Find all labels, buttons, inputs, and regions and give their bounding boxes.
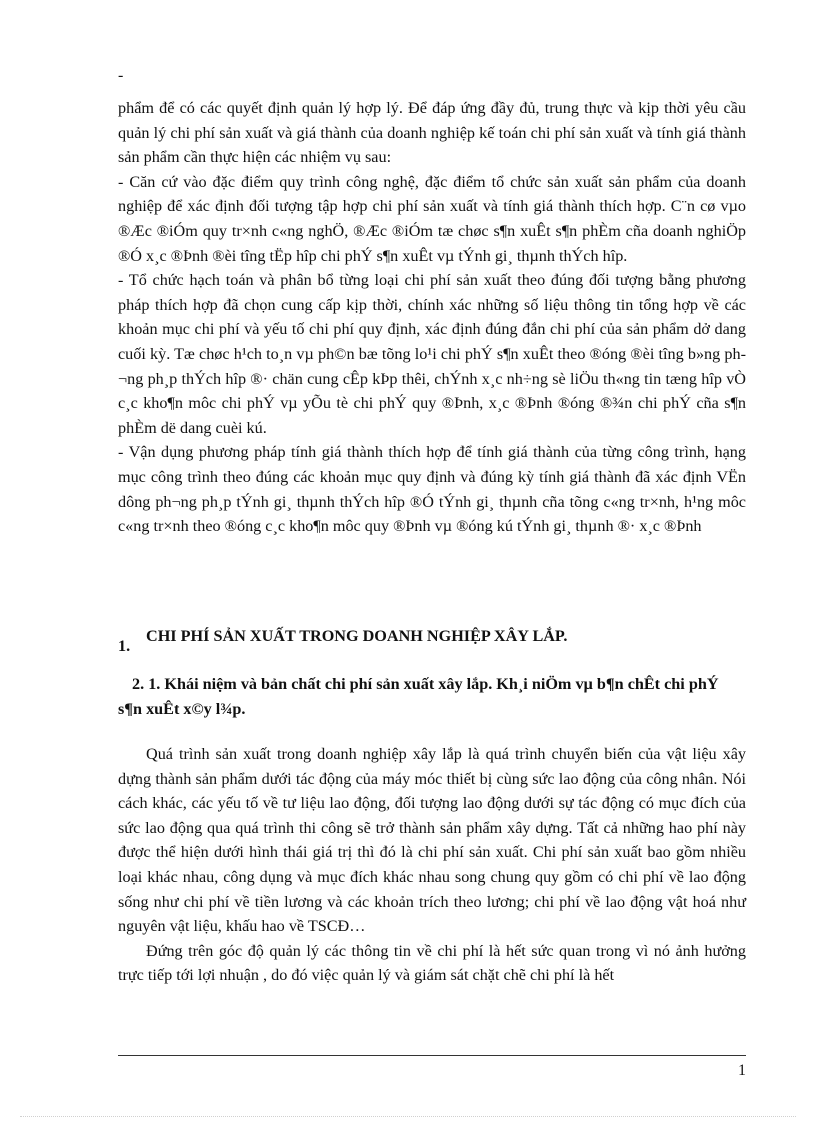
concept-paragraph-2: Đứng trên góc độ quản lý các thông tin về chi phí là hết sức quan trong vì nó ảnh hưởng trực tiếp tới lợi nhuận , do đó việc quản lý và giám sát chặt chẽ chi phí là hết xyxy=(118,941,746,985)
task-paragraph-3: - Vận dụng phương pháp tính giá thành thích hợp để tính giá thành của từng công trình, hạng mục công trình theo đúng các khoản mục quy định và đúng kỳ tính giá thành đã xác định VËn dông ph¬ng ph¸p tÝnh gi¸ thµnh thÝch hîp ®Ó tÝnh gi¸ thµnh cña tõng c«ng tr×nh, h¹ng môc c«ng tr×nh theo ®óng c¸c kho¶n môc quy ®Þnh vµ ®óng kú tÝnh gi¸ thµnh ®· x¸c ®Þnh xyxy=(118,443,746,536)
task-paragraph-2: - Tổ chức hạch toán và phân bổ từng loại chi phí sản xuất theo đúng đối tượng bằng phương pháp thích hợp đã chọn cung cấp kịp thời, chính xác những số liệu thông tin tổng hợp về các khoản mục chi phí và yếu tố chi phí quy định, xác định đúng đắn chi phí của sản phẩm dở dang cuối kỳ. Tæ chøc h¹ch to¸n vµ ph©n bæ tõng lo¹i chi phÝ s¶n xuÊt theo ®óng ®èi tîng b»ng ph¬ng ph¸p thÝch hîp ®· chän cung cÊp kÞp thêi, chÝnh x¸c nh÷ng sè liÖu th«ng tin tæng hîp vÒ c¸c kho¶n môc chi phÝ vµ yÕu tè chi phÝ quy ®Þnh, x¸c ®Þnh ®óng ®¾n chi phÝ cña s¶n phÈm dë dang cuèi kú. xyxy=(118,271,746,437)
top-mark: - xyxy=(118,67,124,84)
section-heading xyxy=(118,624,758,658)
section-title: CHI PHÍ SẢN XUẤT TRONG DOANH NGHIỆP XÂY LẮP. xyxy=(146,627,568,645)
page-number: 1 xyxy=(738,1062,746,1079)
section-number: 1. xyxy=(118,637,131,655)
subsection-heading: 2. 1. Khái niệm và bản chất chi phí sản xuất xây lắp. Kh¸i niÖm vµ b¶n chÊt chi phÝ s¶n xuÊt x©y l¾p. xyxy=(118,675,719,718)
page-bottom-dotted-line xyxy=(20,1116,796,1117)
concept-paragraph-1: Quá trình sản xuất trong doanh nghiệp xây lắp là quá trình chuyển biến của vật liệu xây dựng thành sản phẩm dưới tác động của máy móc thiết bị cùng sức lao động của công nhân. Nói cách khác, các yếu tố về tư liệu lao động, đối tượng lao động dưới sự tác động có mục đích của sức lao động qua quá trình thi công sẽ trở thành sản phẩm xây dựng. Tất cả những hao phí này được thể hiện dưới hình thái giá trị thì đó là chi phí sản xuất. Chi phí sản xuất bao gồm nhiều loại khác nhau, công dụng và mục đích khác nhau song chung quy gồm có chi phí về lao động sống như chi phí về tiền lương và các khoản trích theo lương; chi phí về lao động vật hoá như nguyên vật liệu, khấu hao về TSCĐ… xyxy=(118,745,746,936)
intro-paragraph: phẩm để có các quyết định quản lý hợp lý. Để đáp ứng đầy đủ, trung thực và kịp thời yêu cầu quản lý chi phí sản xuất và giá thành của doanh nghiệp kế toán chi phí sản xuất và tính giá thành sản phẩm cần thực hiện các nhiệm vụ sau: xyxy=(118,99,746,167)
task-paragraph-1: - Căn cứ vào đặc điểm quy trình công nghệ, đặc điểm tổ chức sản xuất sản phẩm của doanh nghiệp để xác định đối tượng tập hợp chi phí sản xuất và tính giá thành thích hợp. C¨n cø vµo ®Æc ®iÓm quy tr×nh c«ng nghÖ, ®Æc ®iÓm tæ chøc s¶n xuÊt s¶n phÈm cña doanh nghiÖp ®Ó x¸c ®Þnh ®èi tîng tËp hîp chi phÝ s¶n xuÊt vµ tÝnh gi¸ thµnh thÝch hîp. xyxy=(118,172,746,265)
footer-divider xyxy=(118,1055,746,1056)
concept-section xyxy=(118,742,746,988)
task-list-section xyxy=(118,96,746,539)
